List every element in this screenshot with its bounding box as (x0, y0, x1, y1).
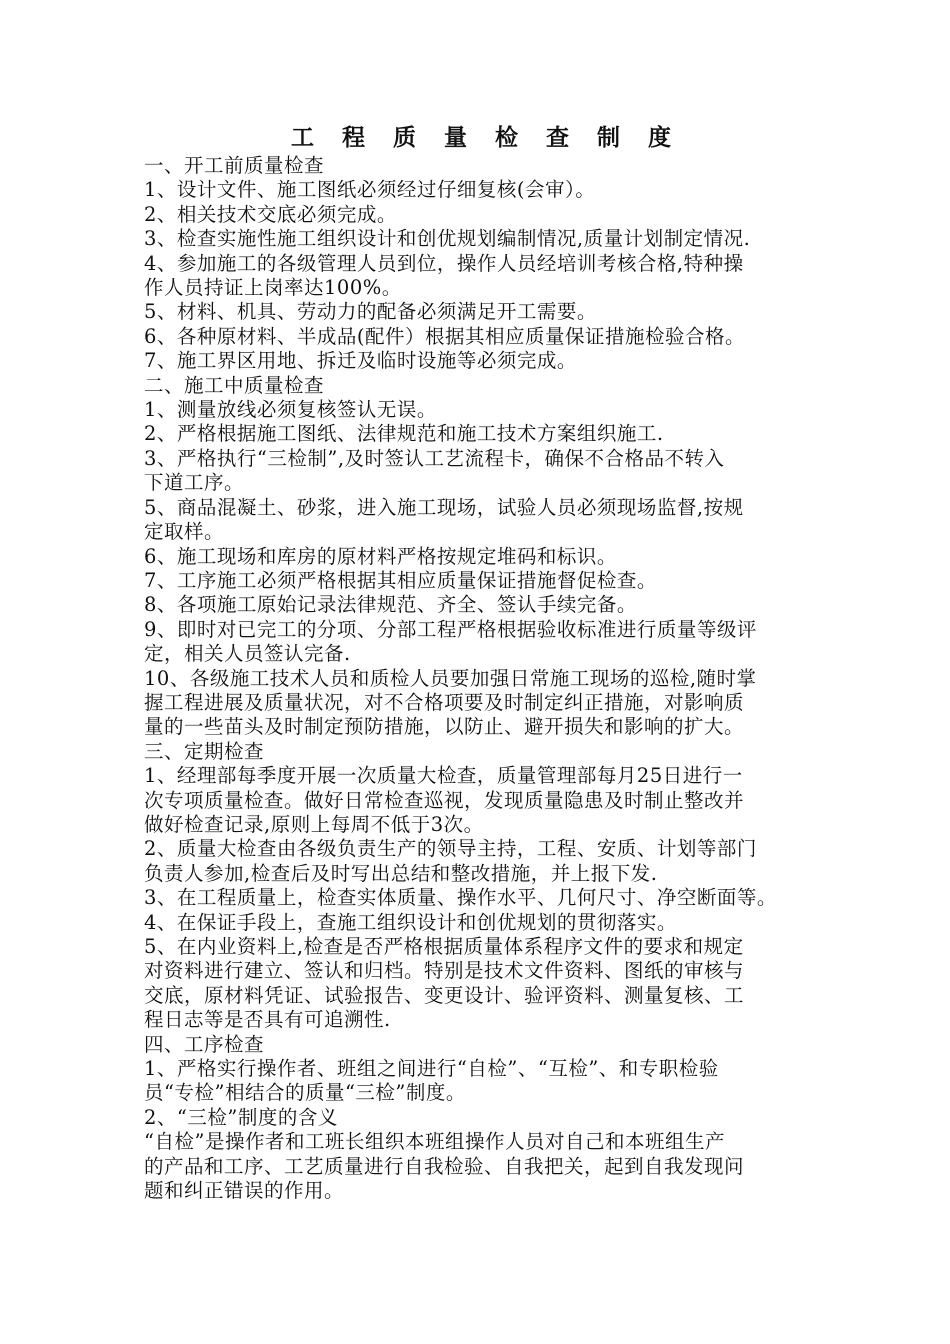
text-line: 的产品和工序、工艺质量进行自我检验、自我把关，起到自我发现问 (144, 1154, 745, 1178)
text-line: 员“专检”相结合的质量“三检”制度。 (144, 1081, 466, 1105)
text-line: 5、材料、机具、劳动力的配备必须满足开工需要。 (144, 300, 597, 324)
text-line: 交底，原材料凭证、试验报告、变更设计、验评资料、测量复核、工 (144, 983, 745, 1007)
text-line: 下道工序。 (144, 471, 245, 495)
text-line: 负责人参加,检查后及时写出总结和整改措施，并上报下发. (144, 861, 658, 885)
document-title: 工 程 质 量 检 查 制 度 (290, 124, 682, 151)
text-line: 4、在保证手段上，查施工组织设计和创优规划的贯彻落实。 (144, 910, 677, 934)
text-line: 7、工序施工必须严格根据其相应质量保证措施督促检查。 (144, 568, 657, 592)
text-line: 2、严格根据施工图纸、法律规范和施工技术方案组织施工. (144, 422, 664, 446)
document-body (144, 154, 816, 1203)
text-line: 2、“三检”制度的含义 (144, 1105, 338, 1129)
text-line: 5、在内业资料上,检查是否严格根据质量体系程序文件的要求和规定 (144, 935, 744, 958)
text-line: 3、检查实施性施工组织设计和创优规划编制情况,质量计划制定情况. (144, 227, 751, 251)
text-line: 定，相关人员签认完备. (144, 642, 351, 666)
text-line: 3、严格执行“三检制”,及时签认工艺流程卡，确保不合格品不转入 (144, 446, 725, 470)
text-line: “自检”是操作者和工班长组织本班组操作人员对自己和本班组生产 (144, 1130, 725, 1154)
text-line: 1、严格实行操作者、班组之间进行“自检”、“互检”、和专职检验 (144, 1057, 719, 1081)
text-line: 1、测量放线必须复核签认无误。 (144, 398, 437, 422)
text-line: 三、定期检查 (144, 739, 265, 763)
text-line: 6、施工现场和库房的原材料严格按规定堆码和标识。 (144, 544, 617, 568)
text-line: 3、在工程质量上，检查实体质量、操作水平、几何尺寸、净空断面等。 (144, 886, 777, 910)
text-line: 8、各项施工原始记录法律规范、齐全、签认手续完备。 (144, 593, 637, 617)
text-line: 2、相关技术交底必须完成。 (144, 202, 397, 226)
text-line: 6、各种原材料、半成品(配件）根据其相应质量保证措施检验合格。 (144, 324, 746, 348)
document-page (144, 122, 816, 1203)
text-line: 9、即时对已完工的分项、分部工程严格根据验收标准进行质量等级评 (144, 617, 757, 641)
text-line: 做好检查记录,原则上每周不低于3次。 (144, 812, 484, 836)
text-line: 5、商品混凝土、砂浆，进入施工现场，试验人员必须现场监督,按规 (144, 495, 744, 519)
text-line: 定取样。 (144, 520, 225, 544)
text-line: 4、参加施工的各级管理人员到位，操作人员经培训考核合格,特种操 (144, 251, 744, 275)
text-line: 四、工序检查 (144, 1032, 265, 1056)
text-line: 1、设计文件、施工图纸必须经过仔细复核(会审）。 (144, 178, 596, 202)
text-line: 二、施工中质量检查 (144, 373, 325, 397)
text-line: 7、施工界区用地、拆迁及临时设施等必须完成。 (144, 349, 577, 373)
text-line: 量的一些苗头及时制定预防措施，以防止、避开损失和影响的扩大。 (144, 715, 745, 739)
text-line: 10、各级施工技术人员和质检人员要加强日常施工现场的巡检,随时掌 (144, 666, 757, 690)
text-line: 程日志等是否具有可追溯性. (144, 1008, 391, 1032)
text-line: 对资料进行建立、签认和归档。特别是技术文件资料、图纸的审核与 (144, 959, 745, 983)
text-line: 2、质量大检查由各级负责生产的领导主持，工程、安质、计划等部门 (144, 837, 757, 861)
text-line: 作人员持证上岗率达100%。 (144, 276, 402, 300)
text-line: 1、经理部每季度开展一次质量大检查，质量管理部每月25日进行一 (144, 764, 743, 788)
text-line: 握工程进展及质量状况，对不合格项要及时制定纠正措施，对影响质 (144, 690, 745, 714)
text-line: 次专项质量检查。做好日常检查巡视，发现质量隐患及时制止整改并 (144, 788, 745, 812)
text-line: 一、开工前质量检查 (144, 154, 325, 177)
text-line: 题和纠正错误的作用。 (144, 1179, 345, 1203)
